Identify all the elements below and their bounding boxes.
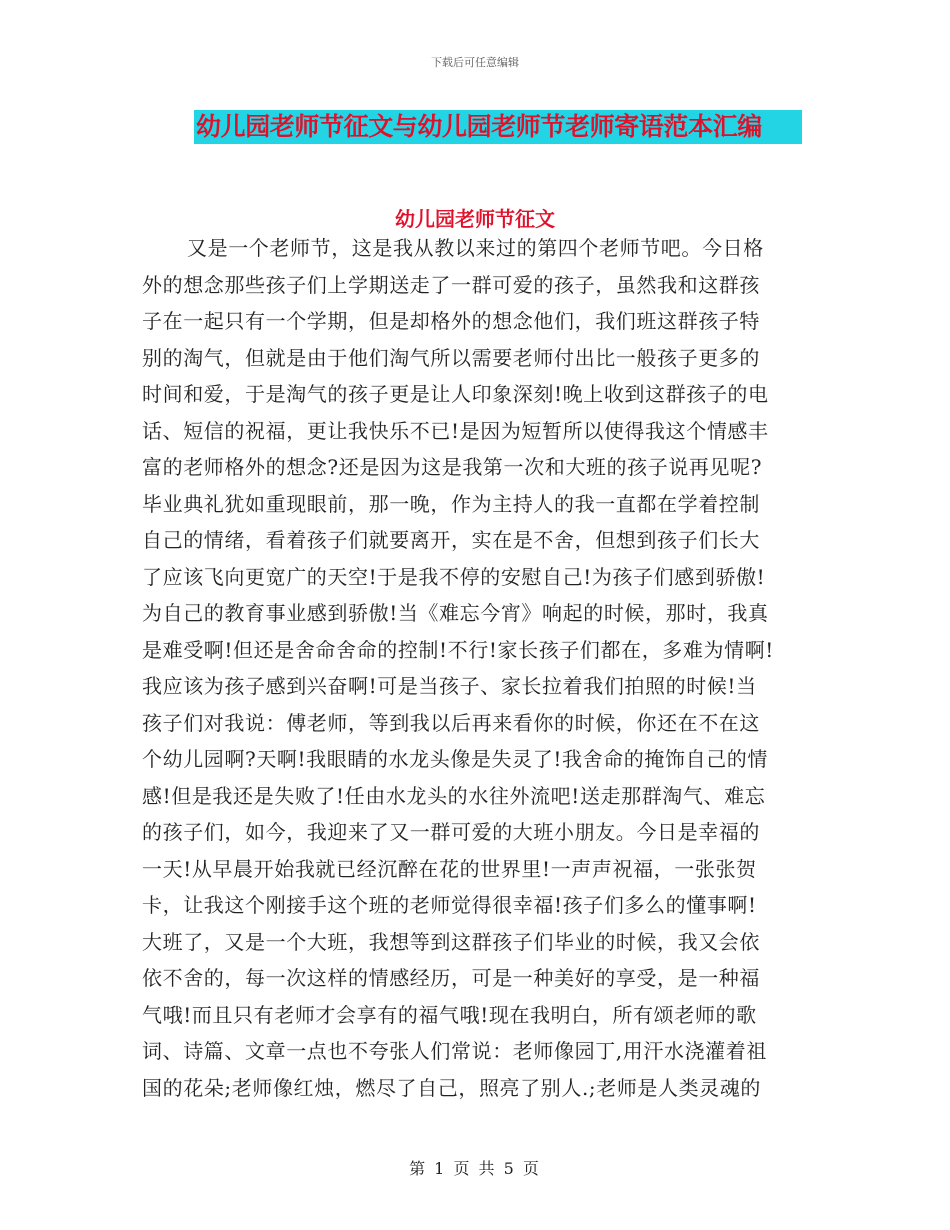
- paragraph-line: 话、短信的祝福，更让我快乐不已!是因为短暂所以使得我这个情感丰: [142, 418, 769, 443]
- paragraph-line: 孩子们对我说：傅老师，等到我以后再来看你的时候，你还在不在这: [142, 710, 760, 735]
- paragraph-line: 别的淘气，但就是由于他们淘气所以需要老师付出比一般孩子更多的: [142, 345, 760, 370]
- paragraph-line: 气哦!而且只有老师才会享有的福气哦!现在我明白，所有颂老师的歌: [142, 1002, 757, 1027]
- paragraph-line: 子在一起只有一个学期，但是却格外的想念他们，我们班这群孩子特: [142, 309, 760, 333]
- paragraph-line: 又是一个老师节，这是我从教以来过的第四个老师节吧。今日格: [187, 236, 764, 260]
- paragraph-line: 依不舍的，每一次这样的情感经历，可是一种美好的享受，是一种福: [142, 966, 760, 990]
- paragraph-line: 富的老师格外的想念?还是因为这是我第一次和大班的孩子说再见呢?: [142, 455, 763, 479]
- paragraph-line: 个幼儿园啊?天啊!我眼睛的水龙头像是失灵了!我舍命的掩饰自己的情: [142, 747, 768, 771]
- section-title: 幼儿园老师节征文: [395, 207, 555, 231]
- main-title-highlight: [194, 110, 802, 144]
- paragraph-line: 为自己的教育事业感到骄傲!当《难忘今宵》响起的时候，那时，我真: [142, 601, 769, 625]
- body-text: [142, 230, 812, 1106]
- paragraph-line: 自己的情绪，看着孩子们就要离开，实在是不舍，但想到孩子们长大: [142, 528, 760, 552]
- header-note: 下载后可任意编辑: [431, 56, 519, 69]
- paragraph-line: 时间和爱，于是淘气的孩子更是让人印象深刻!晚上收到这群孩子的电: [142, 382, 769, 406]
- paragraph-line: 感!但是我还是失败了!任由水龙头的水往外流吧!送走那群淘气、难忘: [142, 783, 766, 808]
- paragraph-line: 词、诗篇、文章一点也不夸张人们常说：老师像园丁,用汗水浇灌着祖: [142, 1039, 767, 1063]
- paragraph-line: 国的花朵;老师像红烛，燃尽了自己，照亮了别人.;老师是人类灵魂的: [142, 1075, 762, 1100]
- paragraph-line: 大班了，又是一个大班，我想等到这群孩子们毕业的时候，我又会依: [142, 929, 760, 954]
- main-title: 幼儿园老师节征文与幼儿园老师节老师寄语范本汇编: [196, 112, 762, 141]
- paragraph-line: 的孩子们，如今，我迎来了又一群可爱的大班小朋友。今日是幸福的: [142, 820, 760, 844]
- paragraph-line: 外的想念那些孩子们上学期送走了一群可爱的孩子，虽然我和这群孩: [142, 272, 760, 297]
- paragraph-line: 我应该为孩子感到兴奋啊!可是当孩子、家长拉着我们拍照的时候!当: [142, 674, 757, 698]
- paragraph-line: 毕业典礼犹如重现眼前，那一晚，作为主持人的我一直都在学着控制: [142, 491, 760, 516]
- paragraph-line: 一天!从早晨开始我就已经沉醉在花的世界里!一声声祝福，一张张贺: [142, 856, 757, 881]
- page-number-footer: 第 1 页 共 5 页: [409, 1159, 541, 1178]
- paragraph-line: 是难受啊!但还是舍命舍命的控制!不行!家长孩子们都在，多难为情啊!: [142, 637, 774, 662]
- paragraph-line: 卡，让我这个刚接手这个班的老师觉得很幸福!孩子们多么的懂事啊!: [142, 893, 757, 917]
- paragraph-line: 了应该飞向更宽广的天空!于是我不停的安慰自己!为孩子们感到骄傲!: [142, 564, 766, 589]
